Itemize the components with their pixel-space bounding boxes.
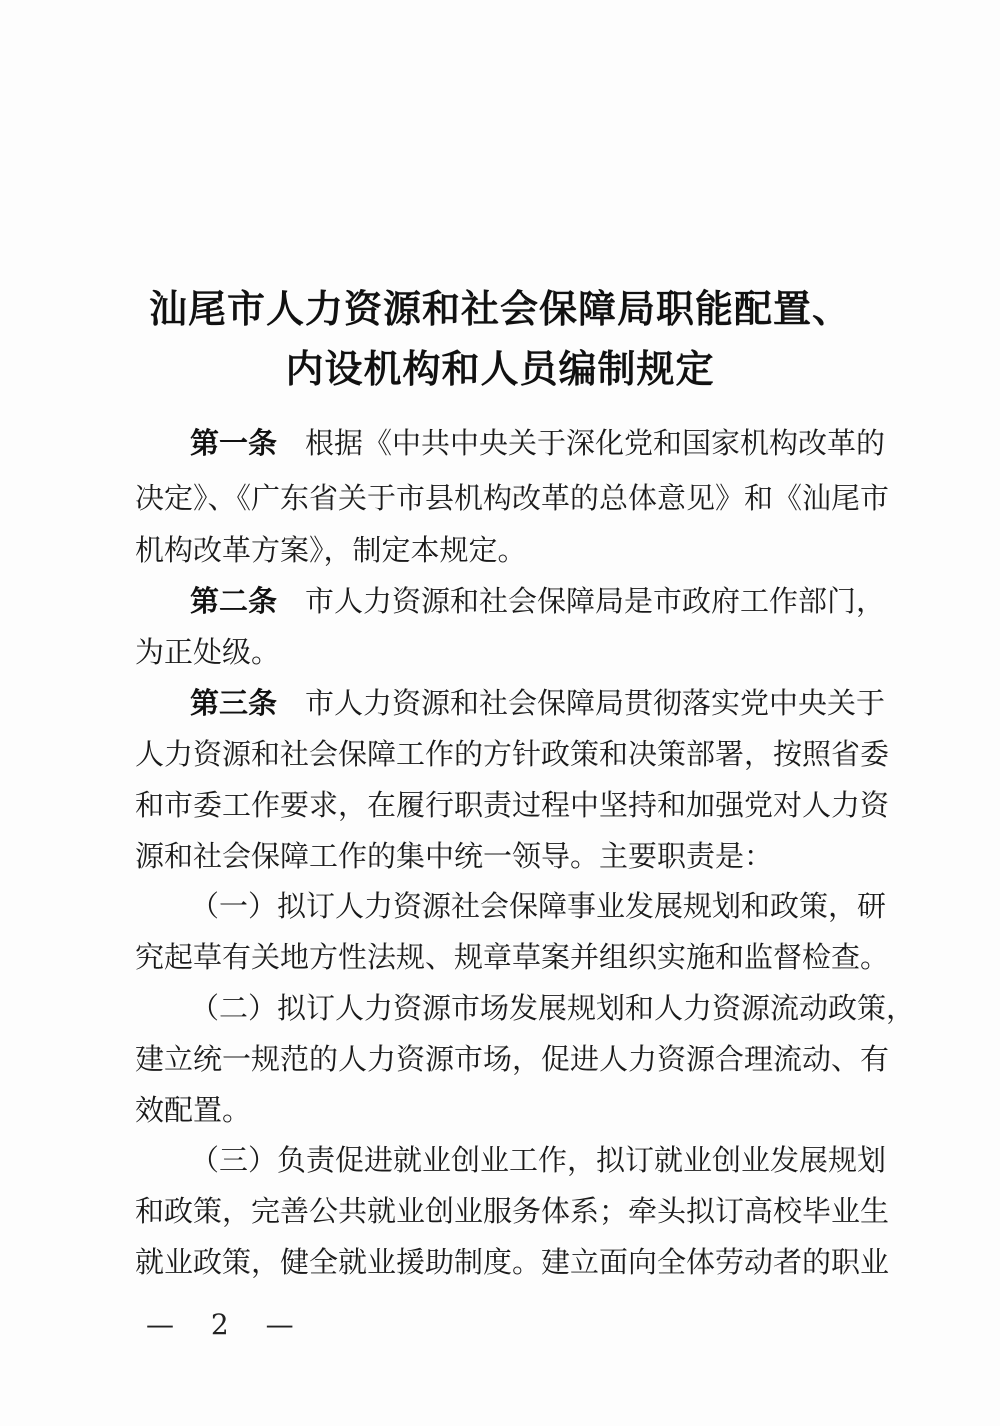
item-2-line-3: 效配置。 bbox=[135, 1093, 252, 1127]
article-3-line-2: 人力资源和社会保障工作的方针政策和决策部署，按照省委 bbox=[135, 737, 890, 771]
item-1-line-2: 究起草有关地方性法规、规章草案并组织实施和监督检查。 bbox=[135, 940, 890, 974]
article-1-label: 第一条 bbox=[190, 426, 278, 460]
article-3-line-1 bbox=[190, 685, 885, 721]
item-2-line-1: （二）拟订人力资源市场发展规划和人力资源流动政策， bbox=[190, 991, 916, 1025]
article-1-line-2: 决定》、《广东省关于市县机构改革的总体意见》和《汕尾市 bbox=[135, 481, 890, 515]
article-1-line-1 bbox=[190, 425, 885, 461]
article-1-line-3: 机构改革方案》，制定本规定。 bbox=[135, 533, 527, 567]
item-3-line-1: （三）负责促进就业创业工作，拟订就业创业发展规划 bbox=[190, 1143, 887, 1177]
article-3-text: 市人力资源和社会保障局贯彻落实党中央关于 bbox=[305, 686, 886, 720]
article-1-text: 根据《中共中央关于深化党和国家机构改革的 bbox=[305, 426, 886, 460]
article-3-label: 第三条 bbox=[190, 686, 278, 720]
item-3-line-3: 就业政策，健全就业援助制度。建立面向全体劳动者的职业 bbox=[135, 1245, 890, 1279]
article-2-line-2: 为正处级。 bbox=[135, 635, 281, 669]
item-2-line-2: 建立统一规范的人力资源市场，促进人力资源合理流动、有 bbox=[135, 1042, 890, 1076]
article-3-line-3: 和市委工作要求，在履行职责过程中坚持和加强党对人力资 bbox=[135, 788, 890, 822]
article-2-line-1 bbox=[190, 583, 885, 619]
item-3-line-2: 和政策，完善公共就业创业服务体系；牵头拟订高校毕业生 bbox=[135, 1194, 890, 1228]
article-3-line-4: 源和社会保障工作的集中统一领导。主要职责是： bbox=[135, 839, 774, 873]
item-1-line-1: （一）拟订人力资源社会保障事业发展规划和政策，研 bbox=[190, 889, 887, 923]
article-2-text: 市人力资源和社会保障局是市政府工作部门， bbox=[305, 584, 886, 618]
document-title-line-2: 内设机构和人员编制规定 bbox=[285, 346, 715, 391]
article-2-label: 第二条 bbox=[190, 584, 278, 618]
page-number: — 2 — bbox=[146, 1308, 308, 1341]
document-title-line-1: 汕尾市人力资源和社会保障局职能配置、 bbox=[148, 286, 851, 331]
